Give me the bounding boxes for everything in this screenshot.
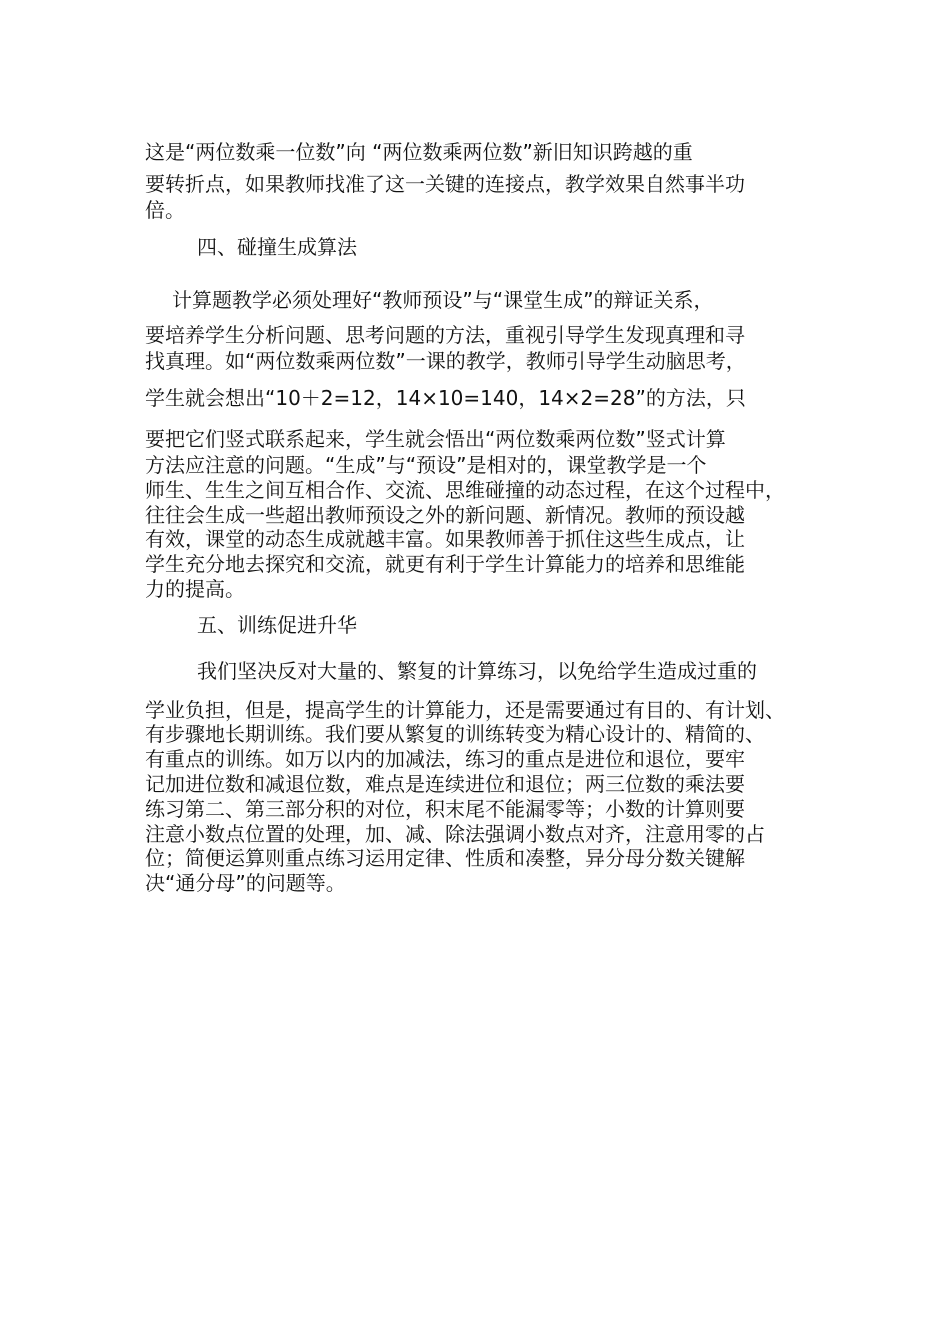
paragraph-line: 有效，课堂的动态生成就越丰富。如果教师善于抓住这些生成点，让 [145,527,745,551]
paragraph-line: 要转折点，如果教师找准了这一关键的连接点，教学效果自然事半功 [145,172,745,196]
section-heading: 四、碰撞生成算法 [197,235,357,259]
paragraph-line: 要把它们竖式联系起来，学生就会悟出“两位数乘两位数”竖式计算 [145,427,726,451]
paragraph-line: 倍。 [145,198,185,222]
paragraph-line: 方法应注意的问题。“生成”与“预设”是相对的，课堂教学是一个 [145,453,707,477]
paragraph-line: 师生、生生之间互相合作、交流、思维碰撞的动态过程，在这个过程中， [145,478,785,502]
paragraph-line: 记加进位数和减退位数，难点是连续进位和退位；两三位数的乘法要 [145,772,745,796]
paragraph-line: 有重点的训练。如万以内的加减法，练习的重点是进位和退位，要牢 [145,747,745,771]
section-heading: 五、训练促进升华 [197,613,357,637]
paragraph-line: 计算题教学必须处理好“教师预设”与“课堂生成”的辩证关系， [172,288,714,312]
paragraph-line: 有步骤地长期训练。我们要从繁复的训练转变为精心设计的、精简的、 [145,722,765,746]
paragraph-line: 要培养学生分析问题、思考问题的方法，重视引导学生发现真理和寻 [145,323,745,347]
paragraph-line: 找真理。如“两位数乘两位数”一课的教学，教师引导学生动脑思考， [145,349,746,373]
paragraph-line: 学业负担，但是，提高学生的计算能力，还是需要通过有目的、有计划、 [145,698,785,722]
paragraph-line: 学生充分地去探究和交流，就更有利于学生计算能力的培养和思维能 [145,552,745,576]
paragraph-line: 我们坚决反对大量的、繁复的计算练习，以免给学生造成过重的 [197,659,757,683]
paragraph-line: 位；简便运算则重点练习运用定律、性质和凑整，异分母分数关键解 [145,846,745,870]
paragraph-line: 这是“两位数乘一位数”向 “两位数乘两位数”新旧知识跨越的重 [145,140,693,164]
paragraph-line: 学生就会想出“10＋2=12，14×10=140，14×2=28”的方法，只 [145,386,746,410]
paragraph-line: 力的提高。 [145,577,245,601]
paragraph-line: 练习第二、第三部分积的对位，积末尾不能漏零等；小数的计算则要 [145,797,745,821]
paragraph-line: 往往会生成一些超出教师预设之外的新问题、新情况。教师的预设越 [145,503,745,527]
paragraph-line: 注意小数点位置的处理，加、减、除法强调小数点对齐，注意用零的占 [145,822,765,846]
paragraph-line: 决“通分母”的问题等。 [145,871,346,895]
